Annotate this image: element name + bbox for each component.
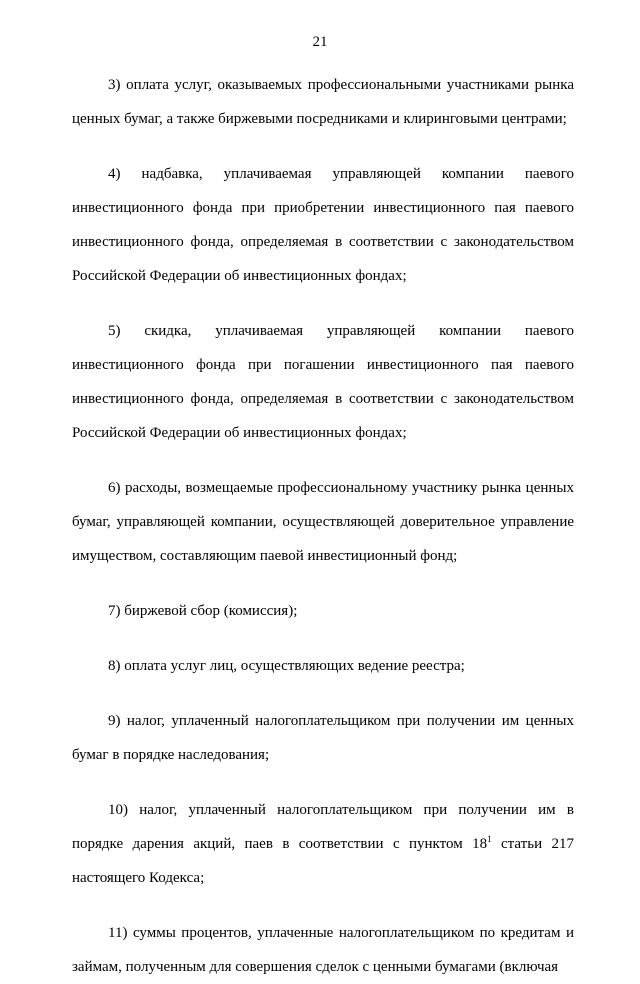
paragraph-item-10 bbox=[72, 793, 574, 895]
paragraph-item-11: 11) суммы процентов, уплаченные налогоплательщиком по кредитам и займам, полученным для совершения сделок с ценными бумагами (включая bbox=[72, 925, 574, 975]
paragraph-item-8: 8) оплата услуг лиц, осуществляющих ведение реестра; bbox=[108, 658, 465, 674]
document-body bbox=[72, 68, 574, 984]
paragraph-item-4: 4) надбавка, уплачиваемая управляющей компании паевого инвестиционного фонда при приобретении инвестиционного пая паевого инвестиционного фонда, определяемая в соответствии с законодательством Российской Федерации об инвестиционных фондах; bbox=[72, 166, 574, 284]
paragraph-item-6: 6) расходы, возмещаемые профессиональному участнику рынка ценных бумаг, управляющей компании, осуществляющей доверительное управление имуществом, составляющим паевой инвестиционный фонд; bbox=[72, 480, 574, 564]
paragraph-item-5: 5) скидка, уплачиваемая управляющей компании паевого инвестиционного фонда при погашении инвестиционного пая паевого инвестиционного фонда, определяемая в соответствии с законодательством Российской Федерации об инвестиционных фондах; bbox=[72, 323, 574, 441]
page-number: 21 bbox=[312, 34, 328, 50]
superscript-marker: 1 bbox=[487, 834, 492, 844]
paragraph-item-3: 3) оплата услуг, оказываемых профессиональными участниками рынка ценных бумаг, а также биржевыми посредниками и клиринговыми центрами; bbox=[72, 77, 574, 127]
paragraph-item-10-tail: статьи 217 настоящего Кодекса; bbox=[72, 836, 574, 886]
paragraph-item-10-text: 10) налог, уплаченный налогоплательщиком при получении им в порядке дарения акций, паев в соответствии с пунктом 18 bbox=[72, 802, 574, 852]
paragraph-item-7: 7) биржевой сбор (комиссия); bbox=[108, 603, 298, 619]
paragraph-item-9: 9) налог, уплаченный налогоплательщиком при получении им ценных бумаг в порядке наследования; bbox=[72, 713, 574, 763]
